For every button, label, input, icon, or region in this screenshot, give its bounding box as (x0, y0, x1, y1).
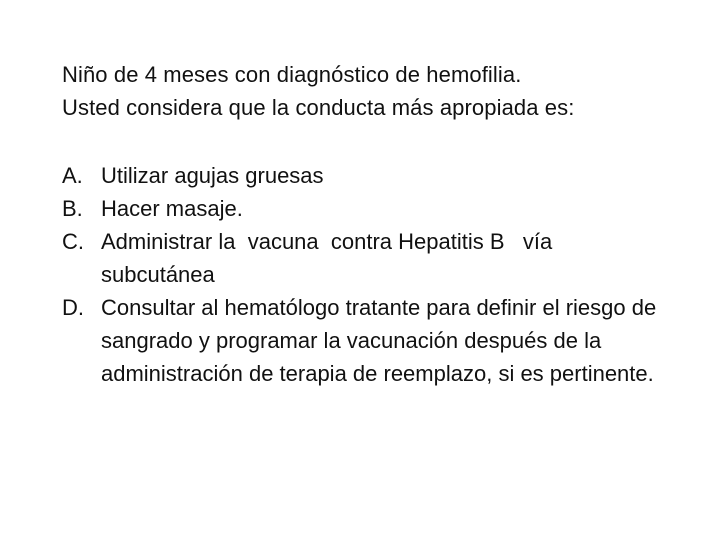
option-letter: D. (62, 295, 84, 320)
option-letter: A. (62, 163, 83, 188)
option-a (62, 159, 682, 192)
option-text: Hacer masaje. (101, 196, 243, 221)
option-letter: C. (62, 229, 84, 254)
option-c (62, 225, 682, 291)
option-b (62, 192, 682, 225)
answer-options (62, 159, 682, 390)
option-letter: B. (62, 196, 83, 221)
question-stem (62, 58, 682, 124)
question-line-2: Usted considera que la conducta más apropiada es: (62, 95, 575, 120)
question-line-1: Niño de 4 meses con diagnóstico de hemofilia. (62, 62, 522, 87)
option-text: Administrar la vacuna contra Hepatitis B vía subcutánea (101, 229, 559, 287)
option-d (62, 291, 682, 390)
option-text: Utilizar agujas gruesas (101, 163, 324, 188)
option-text: Consultar al hematólogo tratante para definir el riesgo de sangrado y programar la vacunación después de la administración de terapia de reemplazo, si es pertinente. (101, 295, 657, 386)
